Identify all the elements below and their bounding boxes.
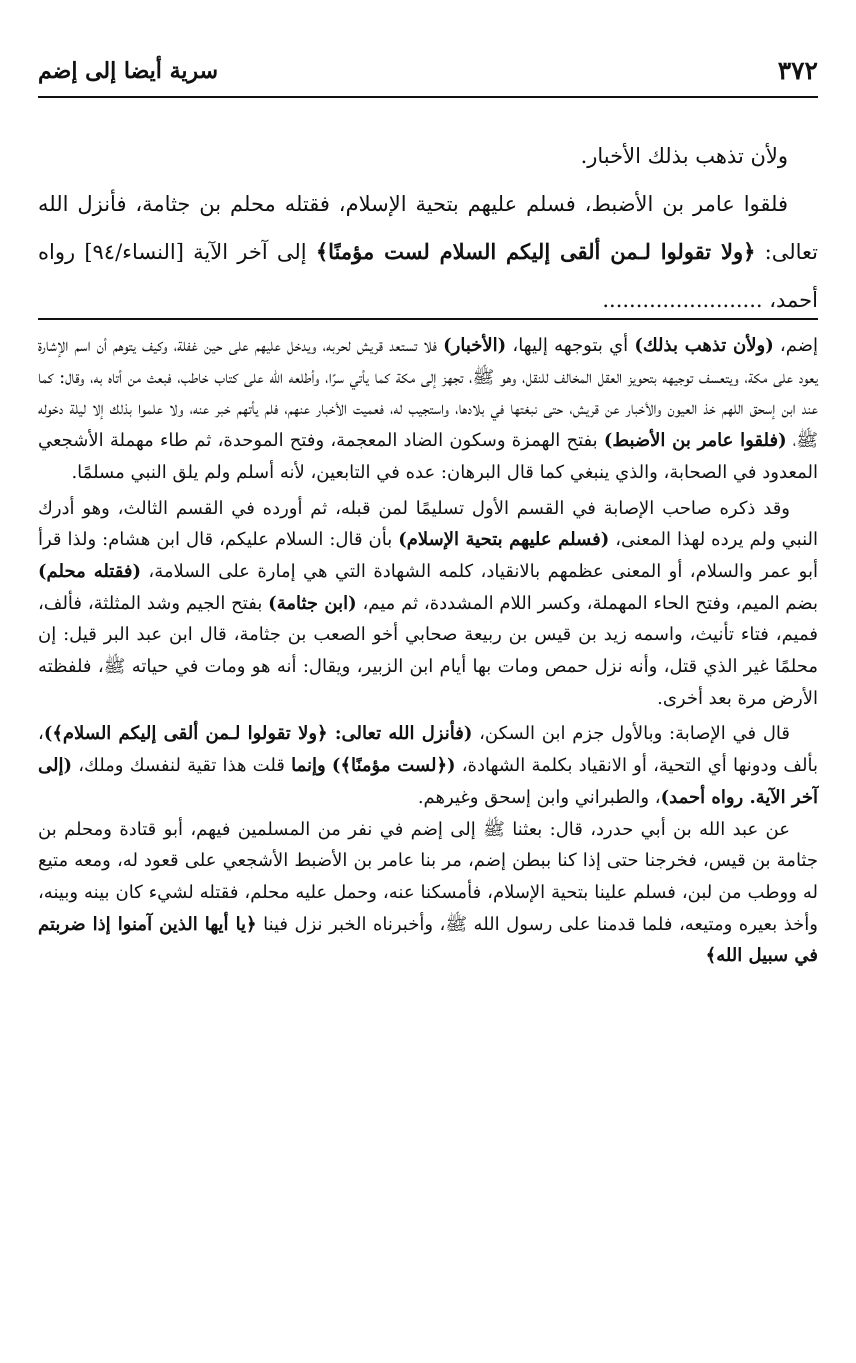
main-text-segment: إلى آخر الآية [النساء/٩٤] رواه أحمد، ........................ <box>38 240 818 312</box>
commentary-segment: قال في الإصابة: وبالأول جزم ابن السكن، <box>472 723 790 745</box>
bold-lemma: (الأخبار) <box>443 335 507 356</box>
commentary-segment: بضم الميم، وفتح الحاء المهملة، وكسر اللام المشددة، ثم ميم، <box>356 592 819 614</box>
main-text-paragraph <box>38 180 818 324</box>
commentary-paragraph <box>38 814 818 973</box>
commentary-segment: بفتح الهمزة وسكون الضاد المعجمة، وفتح الموحدة، ثم طاء مهملة الأشجعي المعدود في الصحابة، والذي ينبغي كما قال البرهان: عده في التابعين، لأنه أسلم ولم يلق النبي مسلمًا. <box>38 430 818 483</box>
commentary-segment: بأن قال: السلام عليكم، قال ابن هشام: ولذا قرأ أبو عمر والسلام، أو المعنى عظمهم بالانقياد، كلمه الشهادة التي هي إمارة على السلامة، <box>38 529 818 582</box>
commentary-paragraph <box>38 718 818 813</box>
commentary-segment: عن عبد الله بن أبي حدرد، قال: بعثنا ﷺ إلى إضم في نفر من المسلمين فيهم، أبو قتادة ومحلم بن جثامة بن قيس، فخرجنا حتى إذا كنا ببطن إضم، مر بنا عامر بن الأضبط الأشجعي على قعود له، ومعه متيع له ووطب من لبن، فسلم علينا بتحية الإسلام، فأمسكنا عنه، وحمل عليه محلم، فقتله لشيء كان بينه وبينه، وأخذ بعيره ومتيعه، فلما قدمنا على رسول الله ﷺ، وأخبرناه الخبر نزل فينا <box>38 818 818 935</box>
page-number: ٣٧٢ <box>777 56 818 85</box>
bold-lemma: ﴿يا أيها الذين آمنوا إذا ضربتم في سبيل الله﴾ <box>38 913 818 967</box>
bold-lemma: (﴿لست مؤمنًا﴾) <box>331 755 456 777</box>
main-text-segment: فلقوا عامر بن الأضبط، فسلم عليهم بتحية الإسلام، فقتله محلم بن جثامة، فأنزل الله تعالى: <box>38 192 818 264</box>
bold-lemma: (فأنزل الله تعالى: ﴿ولا تقولوا لـمن ألقى إليكم السلام﴾) <box>43 723 473 745</box>
commentary-segment: بفتح الجيم وشد المثلثة، فألف، فميم، فتاء تأنيث، واسمه زيد بن قيس بن ربيعة صحابي أخو الصعب بن جثامة، قال ابن عبد البر قيل: إن محلمًا غير الذي قتل، وأنه نزل حمص ومات بها أيام ابن الزبير، ويقال: أنه هو ومات في حياته ﷺ، فلفظته الأرض مرة بعد أخرى. <box>38 592 818 709</box>
bold-lemma: (إلى آخر الآية. رواه أحمد) <box>38 755 818 808</box>
commentary-paragraph <box>38 330 818 489</box>
running-title: سرية أيضا إلى إضم <box>38 58 219 84</box>
commentary-separator <box>38 318 818 320</box>
commentary-segment: ، بألف ودونها أي التحية، أو الانقياد بكلمة الشهادة، <box>38 723 818 777</box>
header-rule <box>38 96 818 98</box>
quran-verse: ﴿ولا تقولوا لـمن ألقى إليكم السلام لست مؤمنًا﴾ <box>315 239 756 264</box>
commentary-segment: إضم، <box>773 335 819 356</box>
commentary-segment: وقد ذكره صاحب الإصابة في القسم الأول تسليمًا لمن قبله، ثم أورده في القسم الثالث، وهو أدرك النبي ولم يرده لهذا المعنى، <box>38 497 819 551</box>
bold-lemma: (ابن جثامة) <box>268 592 357 614</box>
commentary <box>38 330 818 972</box>
commentary-segment: قلت هذا تقية لنفسك وملك، <box>72 755 292 777</box>
bold-lemma: (فسلم عليهم بتحية الإسلام) <box>398 529 610 551</box>
bold-lemma: وإنما <box>291 755 326 777</box>
bold-lemma: (فقتله محلم) <box>38 560 141 582</box>
main-text-line: ولأن تذهب بذلك الأخبار. <box>580 144 788 168</box>
commentary-paragraph <box>38 493 818 715</box>
main-text <box>38 132 818 324</box>
commentary-segment: فلا تستعد قريش لحربه، ويدخل عليهم على حين غفلة، وكيف يتوهم أن اسم الإشارة يعود على مكة، ويتعسف توجيهه بتحويز العقل المخالف للنقل، وهو ﷺ، تجهز إلى مكة كما يأتي سرًا، وأطلعه الله على كتاب خاطب، فبعث من أتاه به، وقال: كما عند ابن إسحق اللهم خذ العيون والأخبار عن قريش، حتى نبغتها في بلادها، واستجيب له، فعميت الأخبار عنهم، فلم يأتهم خبر عنه، ولا علموا بذلك إلا ليلة دخوله ﷺ، <box>38 335 818 452</box>
commentary-segment: أي بتوجهه إليها، <box>506 335 635 356</box>
page-header <box>38 56 818 90</box>
bold-lemma: (فلقوا عامر بن الأضبط) <box>603 430 787 452</box>
bold-lemma: (ولأن تذهب بذلك) <box>634 335 774 356</box>
commentary-segment: ، والطبراني وابن إسحق وغيرهم. <box>417 786 661 808</box>
